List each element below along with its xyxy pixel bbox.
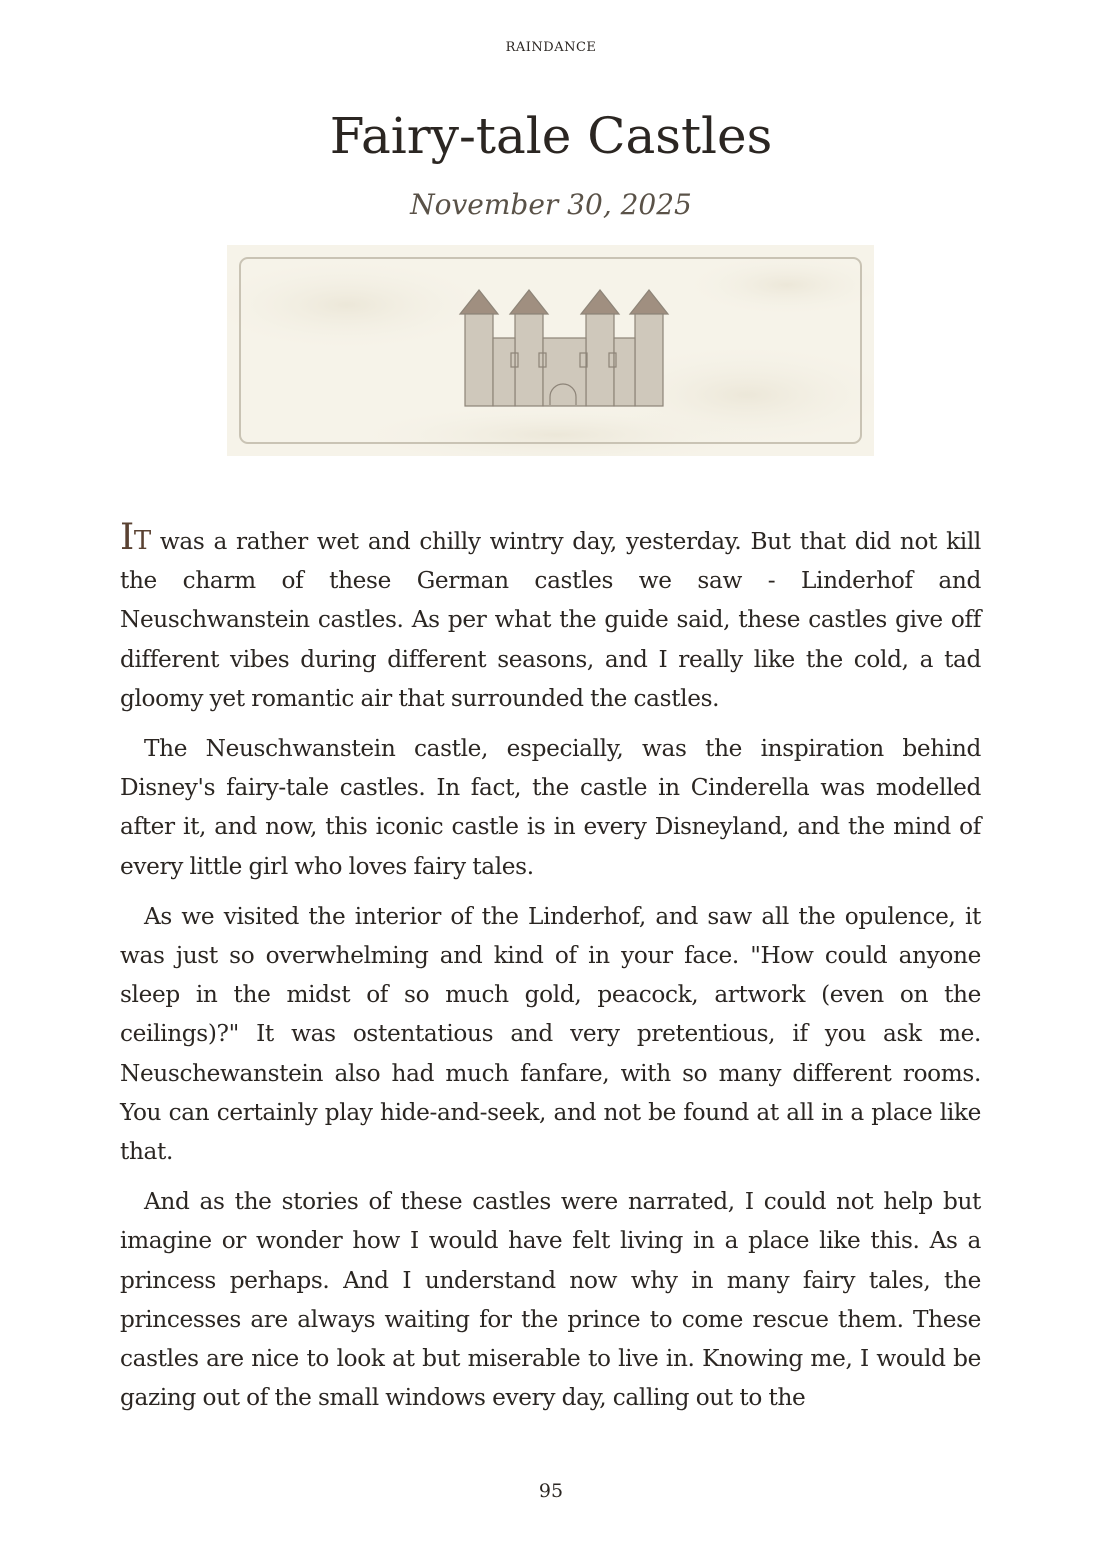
article-body [120,517,981,1428]
running-head: RAINDANCE [505,40,597,55]
post-date: November 30, 2025 [410,188,692,221]
paragraph-3: As we visited the interior of the Linderhof, and saw all the opulence, it was just so overwhelming and kind of in your face. "How could anyone sleep in the midst of so much gold, peacock, artwork (even on the ceilings)?" It was ostentatious and very pretentious, if you ask me. Neuschewanstein also had much fanfare, with so many different rooms. You can certainly play hide-and-seek, and not be found at all in a place like that. [120,902,981,1166]
page-number: 95 [538,1480,564,1502]
drop-cap: I [120,517,134,558]
paragraph-1-text: was a rather wet and chilly wintry day, yesterday. But that did not kill the charm of these German castles we saw - Linderhof and Neuschwanstein castles. As per what the guide said, these castles give off different vibes during different seasons, and I really like the cold, a tad gloomy yet romantic air that surrounded the castles. [120,528,981,712]
small-cap: T [133,526,151,556]
paragraph-1 [120,517,981,718]
castle-icon [227,245,874,456]
paragraph-2: The Neuschwanstein castle, especially, was the inspiration behind Disney's fairy-tale castles. In fact, the castle in Cinderella was modelled after it, and now, this iconic castle is in every Disneyland, and the mind of every little girl who loves fairy tales. [120,735,981,880]
paragraph-4: And as the stories of these castles were narrated, I could not help but imagine or wonder how I would have felt living in a place like this. As a princess perhaps. And I understand now why in many fairy tales, the princesses are always waiting for the prince to come rescue them. These castles are nice to look at but miserable to live in. Knowing me, I would be gazing out of the small windows every day, calling out to the [120,1188,981,1412]
castle-illustration [227,245,874,456]
page-title: Fairy-tale Castles [329,107,773,165]
